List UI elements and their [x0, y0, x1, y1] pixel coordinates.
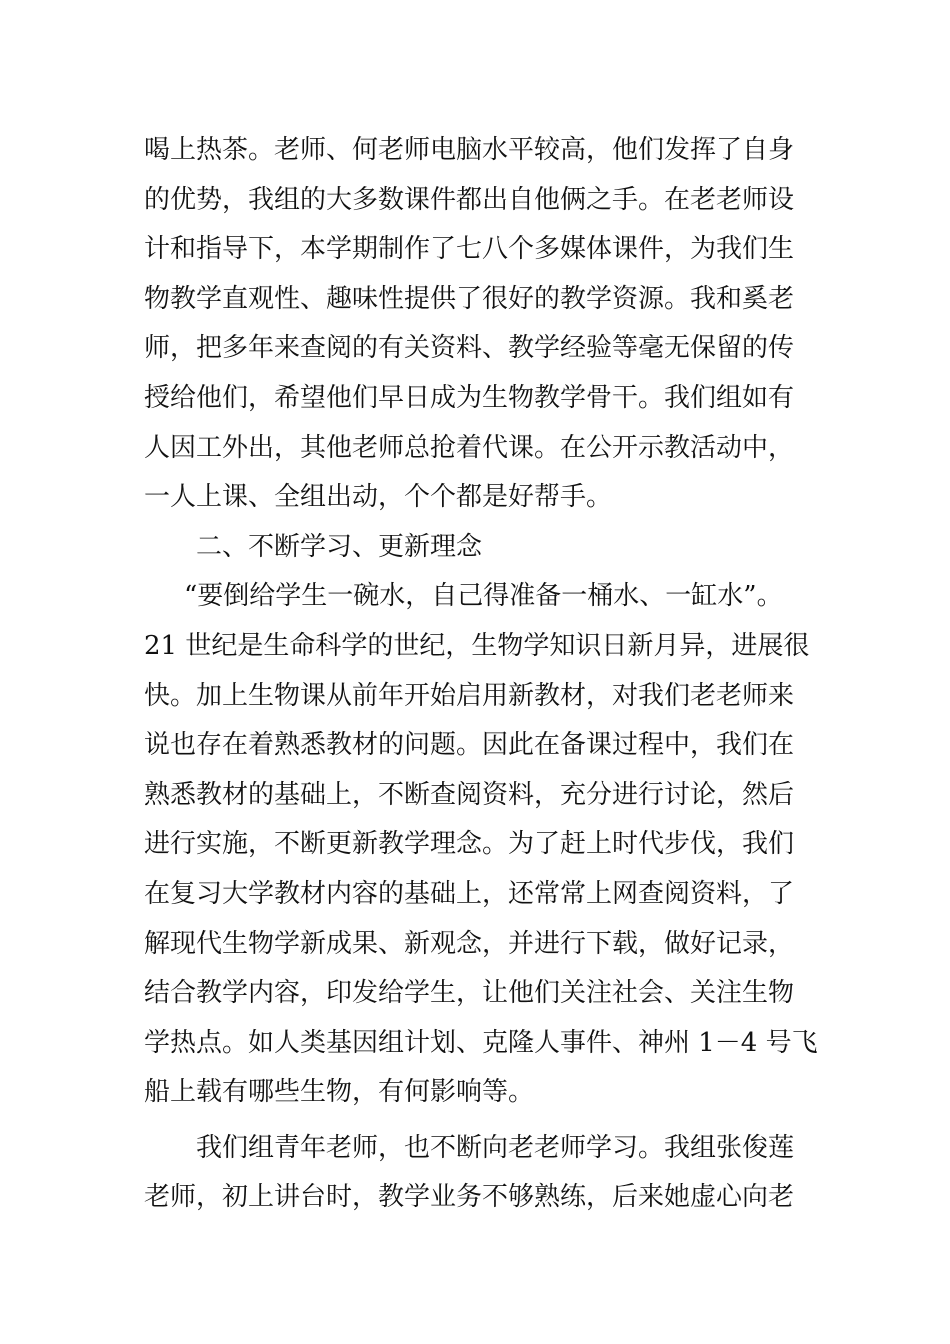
text-line: 进行实施，不断更新教学理念。为了赶上时代步伐，我们 — [144, 829, 795, 860]
text-line: 说也存在着熟悉教材的问题。因此在备课过程中，我们在 — [144, 730, 795, 761]
text-line: “要倒给学生一碗水，自己得准备一桶水、一缸水”。 — [184, 581, 783, 612]
text-line: 计和指导下，本学期制作了七八个多媒体课件，为我们生 — [144, 234, 795, 265]
text-line: 结合教学内容，印发给学生，让他们关注社会、关注生物 — [144, 978, 795, 1009]
text-line: 21 世纪是生命科学的世纪，生物学知识日新月异，进展很 — [144, 630, 810, 661]
section-heading: 二、不断学习、更新理念 — [196, 531, 483, 562]
text-line: 喝上热茶。老师、何老师电脑水平较高，他们发挥了自身 — [144, 135, 795, 165]
text-line: 快。加上生物课从前年开始启用新教材，对我们老老师来 — [144, 680, 795, 711]
text-line: 我们组青年老师，也不断向老老师学习。我组张俊莲 — [196, 1132, 795, 1163]
text-line: 的优势，我组的大多数课件都出自他俩之手。在老老师设 — [144, 184, 795, 215]
document-body — [144, 126, 824, 1223]
text-line: 学热点。如人类基因组计划、克隆人事件、神州 1－4 号飞 — [144, 1027, 818, 1058]
text-line: 师，把多年来查阅的有关资料、教学经验等毫无保留的传 — [144, 333, 795, 364]
text-line: 物教学直观性、趣味性提供了很好的教学资源。我和奚老 — [144, 283, 795, 314]
text-line: 人因工外出，其他老师总抢着代课。在公开示教活动中， — [144, 432, 795, 463]
text-line: 解现代生物学新成果、新观念，并进行下载，做好记录， — [144, 928, 795, 959]
text-line: 老师，初上讲台时，教学业务不够熟练，后来她虚心向老 — [144, 1182, 795, 1213]
text-line: 授给他们，希望他们早日成为生物教学骨干。我们组如有 — [144, 382, 795, 413]
text-line: 一人上课、全组出动，个个都是好帮手。 — [144, 482, 613, 513]
text-line: 在复习大学教材内容的基础上，还常常上网查阅资料，了 — [144, 878, 795, 909]
text-line: 船上载有哪些生物，有何影响等。 — [144, 1077, 535, 1108]
text-line: 熟悉教材的基础上，不断查阅资料，充分进行讨论，然后 — [144, 779, 795, 810]
